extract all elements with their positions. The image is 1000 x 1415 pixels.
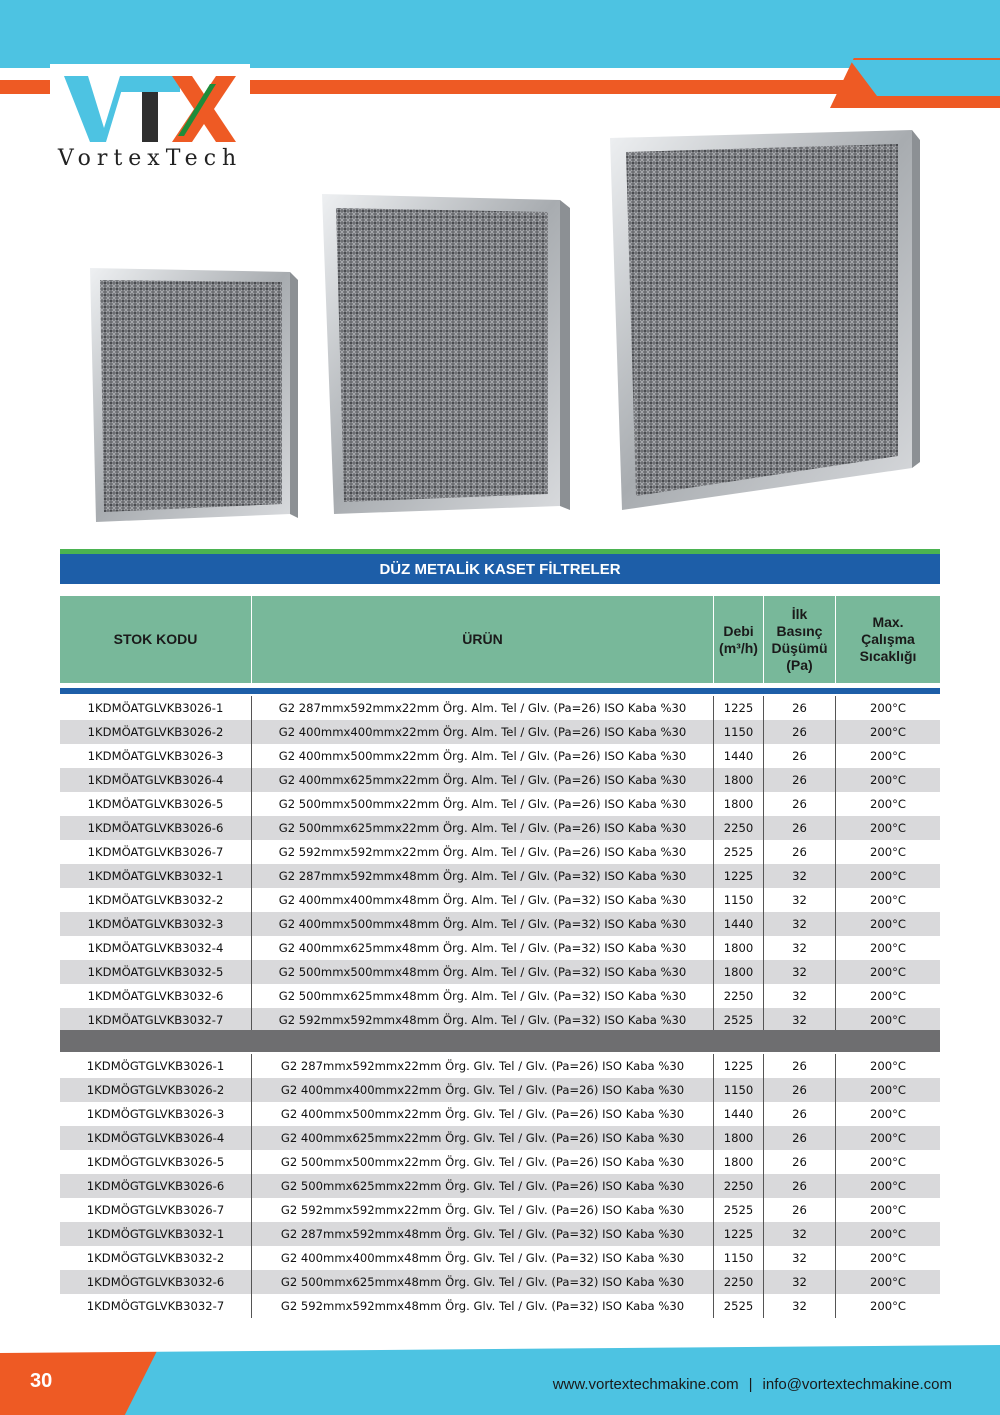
table-group-galvanized bbox=[60, 1054, 940, 1318]
header-separator bbox=[60, 688, 940, 694]
cell-flow: 1150 bbox=[714, 1246, 764, 1270]
table-row bbox=[60, 1102, 940, 1126]
cell-pressure: 26 bbox=[764, 1198, 836, 1222]
cell-pressure: 26 bbox=[764, 768, 836, 792]
cell-pressure: 32 bbox=[764, 1270, 836, 1294]
header-stock-code: STOK KODU bbox=[60, 596, 252, 683]
cell-max-temp: 200°C bbox=[869, 1059, 907, 1073]
cell-stock-code: 1KDMÖGTGLVKB3026-2 bbox=[60, 1078, 252, 1102]
cell-stock-code: 1KDMÖATGLVKB3026-6 bbox=[60, 816, 252, 840]
cell-pressure: 26 bbox=[764, 816, 836, 840]
header-product: ÜRÜN bbox=[252, 596, 714, 683]
header-max-temp: Max. Çalışma Sıcaklığı bbox=[859, 614, 917, 664]
table-row bbox=[60, 936, 940, 960]
cell-product: G2 400mmx500mmx48mm Örg. Alm. Tel / Glv. (Pa=32) ISO Kaba %30 bbox=[252, 912, 714, 936]
cell-product: G2 500mmx500mmx22mm Örg. Alm. Tel / Glv. (Pa=26) ISO Kaba %30 bbox=[252, 792, 714, 816]
table-row bbox=[60, 960, 940, 984]
cell-pressure: 26 bbox=[764, 1174, 836, 1198]
cell-max-temp: 200°C bbox=[869, 1251, 907, 1265]
cell-flow: 1150 bbox=[714, 720, 764, 744]
cell-max-temp: 200°C bbox=[869, 701, 907, 715]
cell-max-temp: 200°C bbox=[869, 725, 907, 739]
footer-separator: | bbox=[748, 1376, 753, 1393]
cell-product: G2 592mmx592mmx48mm Örg. Glv. Tel / Glv. (Pa=32) ISO Kaba %30 bbox=[252, 1294, 714, 1318]
product-photo bbox=[0, 130, 1000, 530]
cell-stock-code: 1KDMÖGTGLVKB3032-2 bbox=[60, 1246, 252, 1270]
table-row bbox=[60, 1008, 940, 1032]
table-row bbox=[60, 1222, 940, 1246]
cell-product: G2 500mmx625mmx22mm Örg. Alm. Tel / Glv. (Pa=26) ISO Kaba %30 bbox=[252, 816, 714, 840]
cell-flow: 1225 bbox=[714, 1054, 764, 1078]
filter-large bbox=[610, 130, 920, 510]
cell-pressure: 32 bbox=[764, 1222, 836, 1246]
table-row bbox=[60, 1150, 940, 1174]
cell-pressure: 26 bbox=[764, 720, 836, 744]
filter-small bbox=[90, 268, 298, 522]
cell-stock-code: 1KDMÖATGLVKB3032-4 bbox=[60, 936, 252, 960]
cell-flow: 2250 bbox=[714, 984, 764, 1008]
header-pressure: İlk Basınç Düşümü (Pa) bbox=[764, 596, 836, 683]
cell-stock-code: 1KDMÖATGLVKB3026-7 bbox=[60, 840, 252, 864]
table-row bbox=[60, 768, 940, 792]
cell-product: G2 287mmx592mmx22mm Örg. Glv. Tel / Glv. (Pa=26) ISO Kaba %30 bbox=[252, 1054, 714, 1078]
cell-product: G2 400mmx400mmx48mm Örg. Alm. Tel / Glv. (Pa=32) ISO Kaba %30 bbox=[252, 888, 714, 912]
cell-max-temp: 200°C bbox=[869, 1155, 907, 1169]
cell-pressure: 26 bbox=[764, 840, 836, 864]
cell-flow: 1800 bbox=[714, 960, 764, 984]
cell-flow: 2525 bbox=[714, 1294, 764, 1318]
cell-product: G2 400mmx625mmx22mm Örg. Alm. Tel / Glv. (Pa=26) ISO Kaba %30 bbox=[252, 768, 714, 792]
cell-stock-code: 1KDMÖGTGLVKB3032-7 bbox=[60, 1294, 252, 1318]
cell-max-temp: 200°C bbox=[869, 1227, 907, 1241]
table-header bbox=[60, 596, 940, 683]
cell-flow: 1440 bbox=[714, 912, 764, 936]
cell-max-temp: 200°C bbox=[869, 1131, 907, 1145]
cell-pressure: 32 bbox=[764, 984, 836, 1008]
group-separator bbox=[60, 1030, 940, 1052]
table-row bbox=[60, 888, 940, 912]
cell-pressure: 32 bbox=[764, 1294, 836, 1318]
cell-flow: 1800 bbox=[714, 936, 764, 960]
cell-max-temp: 200°C bbox=[869, 893, 907, 907]
cell-product: G2 400mmx500mmx22mm Örg. Alm. Tel / Glv. (Pa=26) ISO Kaba %30 bbox=[252, 744, 714, 768]
cell-pressure: 26 bbox=[764, 792, 836, 816]
cell-flow: 2250 bbox=[714, 1174, 764, 1198]
cell-max-temp: 200°C bbox=[869, 1275, 907, 1289]
cell-product: G2 500mmx625mmx48mm Örg. Alm. Tel / Glv. (Pa=32) ISO Kaba %30 bbox=[252, 984, 714, 1008]
email-link[interactable]: info@vortextechmakine.com bbox=[762, 1376, 952, 1393]
cell-max-temp: 200°C bbox=[869, 989, 907, 1003]
cell-flow: 1440 bbox=[714, 744, 764, 768]
table-row bbox=[60, 1294, 940, 1318]
cell-product: G2 400mmx625mmx22mm Örg. Glv. Tel / Glv. (Pa=26) ISO Kaba %30 bbox=[252, 1126, 714, 1150]
cell-stock-code: 1KDMÖGTGLVKB3032-6 bbox=[60, 1270, 252, 1294]
cell-product: G2 500mmx500mmx22mm Örg. Glv. Tel / Glv. (Pa=26) ISO Kaba %30 bbox=[252, 1150, 714, 1174]
cell-product: G2 287mmx592mmx48mm Örg. Glv. Tel / Glv. (Pa=32) ISO Kaba %30 bbox=[252, 1222, 714, 1246]
footer-contact bbox=[553, 1376, 952, 1393]
table-row bbox=[60, 984, 940, 1008]
cell-max-temp: 200°C bbox=[869, 1083, 907, 1097]
cell-pressure: 32 bbox=[764, 912, 836, 936]
table-row bbox=[60, 1270, 940, 1294]
cell-flow: 1800 bbox=[714, 1126, 764, 1150]
cell-product: G2 400mmx625mmx48mm Örg. Alm. Tel / Glv. (Pa=32) ISO Kaba %30 bbox=[252, 936, 714, 960]
cell-product: G2 287mmx592mmx22mm Örg. Alm. Tel / Glv. (Pa=26) ISO Kaba %30 bbox=[252, 696, 714, 720]
cell-product: G2 500mmx625mmx22mm Örg. Glv. Tel / Glv. (Pa=26) ISO Kaba %30 bbox=[252, 1174, 714, 1198]
cell-stock-code: 1KDMÖATGLVKB3032-7 bbox=[60, 1008, 252, 1032]
cell-max-temp: 200°C bbox=[869, 773, 907, 787]
cell-product: G2 400mmx400mmx22mm Örg. Alm. Tel / Glv. (Pa=26) ISO Kaba %30 bbox=[252, 720, 714, 744]
header-flow: Debi (m³/h) bbox=[714, 596, 764, 683]
cell-pressure: 32 bbox=[764, 1008, 836, 1032]
filter-medium bbox=[322, 194, 570, 514]
cell-pressure: 26 bbox=[764, 696, 836, 720]
cell-product: G2 592mmx592mmx48mm Örg. Alm. Tel / Glv. (Pa=32) ISO Kaba %30 bbox=[252, 1008, 714, 1032]
cell-flow: 1225 bbox=[714, 864, 764, 888]
header-blue-band bbox=[0, 0, 1000, 68]
cell-max-temp: 200°C bbox=[869, 917, 907, 931]
page-number: 30 bbox=[30, 1370, 53, 1392]
cell-stock-code: 1KDMÖATGLVKB3026-3 bbox=[60, 744, 252, 768]
cell-max-temp: 200°C bbox=[869, 845, 907, 859]
cell-max-temp: 200°C bbox=[869, 965, 907, 979]
cell-stock-code: 1KDMÖATGLVKB3026-2 bbox=[60, 720, 252, 744]
cell-pressure: 26 bbox=[764, 1102, 836, 1126]
cell-stock-code: 1KDMÖGTGLVKB3032-1 bbox=[60, 1222, 252, 1246]
table-row bbox=[60, 840, 940, 864]
cell-max-temp: 200°C bbox=[869, 869, 907, 883]
cell-max-temp: 200°C bbox=[869, 941, 907, 955]
cell-max-temp: 200°C bbox=[869, 1299, 907, 1313]
cell-pressure: 26 bbox=[764, 1078, 836, 1102]
cell-stock-code: 1KDMÖGTGLVKB3026-4 bbox=[60, 1126, 252, 1150]
cell-flow: 2525 bbox=[714, 1198, 764, 1222]
cell-stock-code: 1KDMÖATGLVKB3032-3 bbox=[60, 912, 252, 936]
cell-pressure: 26 bbox=[764, 1126, 836, 1150]
cell-flow: 2250 bbox=[714, 816, 764, 840]
cell-stock-code: 1KDMÖATGLVKB3032-6 bbox=[60, 984, 252, 1008]
cell-stock-code: 1KDMÖGTGLVKB3026-3 bbox=[60, 1102, 252, 1126]
cell-product: G2 287mmx592mmx48mm Örg. Alm. Tel / Glv. (Pa=32) ISO Kaba %30 bbox=[252, 864, 714, 888]
table-row bbox=[60, 1174, 940, 1198]
cell-product: G2 500mmx500mmx48mm Örg. Alm. Tel / Glv. (Pa=32) ISO Kaba %30 bbox=[252, 960, 714, 984]
cell-flow: 1800 bbox=[714, 1150, 764, 1174]
cell-pressure: 26 bbox=[764, 744, 836, 768]
table-row bbox=[60, 1054, 940, 1078]
table-row bbox=[60, 720, 940, 744]
table-row bbox=[60, 744, 940, 768]
table-row bbox=[60, 1246, 940, 1270]
cell-flow: 1150 bbox=[714, 888, 764, 912]
cell-flow: 1800 bbox=[714, 792, 764, 816]
cell-max-temp: 200°C bbox=[869, 821, 907, 835]
cell-product: G2 400mmx400mmx22mm Örg. Glv. Tel / Glv. (Pa=26) ISO Kaba %30 bbox=[252, 1078, 714, 1102]
cell-flow: 2525 bbox=[714, 1008, 764, 1032]
table-row bbox=[60, 792, 940, 816]
cell-flow: 2525 bbox=[714, 840, 764, 864]
table-row bbox=[60, 1126, 940, 1150]
table-row bbox=[60, 696, 940, 720]
table-row bbox=[60, 864, 940, 888]
table-row bbox=[60, 816, 940, 840]
table-row bbox=[60, 912, 940, 936]
cell-pressure: 26 bbox=[764, 1054, 836, 1078]
cell-stock-code: 1KDMÖATGLVKB3032-1 bbox=[60, 864, 252, 888]
cell-pressure: 32 bbox=[764, 936, 836, 960]
cell-product: G2 500mmx625mmx48mm Örg. Glv. Tel / Glv. (Pa=32) ISO Kaba %30 bbox=[252, 1270, 714, 1294]
cell-stock-code: 1KDMÖGTGLVKB3026-5 bbox=[60, 1150, 252, 1174]
cell-flow: 1225 bbox=[714, 696, 764, 720]
table-row bbox=[60, 1198, 940, 1222]
cell-pressure: 32 bbox=[764, 1246, 836, 1270]
cell-stock-code: 1KDMÖATGLVKB3026-4 bbox=[60, 768, 252, 792]
table-row bbox=[60, 1078, 940, 1102]
cell-pressure: 32 bbox=[764, 888, 836, 912]
cell-stock-code: 1KDMÖATGLVKB3026-1 bbox=[60, 696, 252, 720]
table-group-aluminium bbox=[60, 696, 940, 1032]
cell-max-temp: 200°C bbox=[869, 1203, 907, 1217]
cell-max-temp: 200°C bbox=[869, 749, 907, 763]
cell-max-temp: 200°C bbox=[869, 797, 907, 811]
cell-flow: 1150 bbox=[714, 1078, 764, 1102]
cell-product: G2 592mmx592mmx22mm Örg. Alm. Tel / Glv. (Pa=26) ISO Kaba %30 bbox=[252, 840, 714, 864]
cell-flow: 1225 bbox=[714, 1222, 764, 1246]
cell-product: G2 400mmx400mmx48mm Örg. Glv. Tel / Glv. (Pa=32) ISO Kaba %30 bbox=[252, 1246, 714, 1270]
cell-stock-code: 1KDMÖGTGLVKB3026-1 bbox=[60, 1054, 252, 1078]
cell-stock-code: 1KDMÖGTGLVKB3026-6 bbox=[60, 1174, 252, 1198]
cell-max-temp: 200°C bbox=[869, 1013, 907, 1027]
cell-pressure: 32 bbox=[764, 960, 836, 984]
cell-flow: 2250 bbox=[714, 1270, 764, 1294]
cell-flow: 1800 bbox=[714, 768, 764, 792]
table-title: DÜZ METALİK KASET FİLTRELER bbox=[60, 554, 940, 584]
cell-max-temp: 200°C bbox=[869, 1107, 907, 1121]
website-link[interactable]: www.vortextechmakine.com bbox=[552, 1376, 739, 1393]
cell-product: G2 592mmx592mmx22mm Örg. Glv. Tel / Glv. (Pa=26) ISO Kaba %30 bbox=[252, 1198, 714, 1222]
cell-stock-code: 1KDMÖATGLVKB3026-5 bbox=[60, 792, 252, 816]
cell-stock-code: 1KDMÖATGLVKB3032-5 bbox=[60, 960, 252, 984]
cell-product: G2 400mmx500mmx22mm Örg. Glv. Tel / Glv. (Pa=26) ISO Kaba %30 bbox=[252, 1102, 714, 1126]
cell-pressure: 26 bbox=[764, 1150, 836, 1174]
cell-stock-code: 1KDMÖATGLVKB3032-2 bbox=[60, 888, 252, 912]
brand-name: VortexTech bbox=[57, 146, 243, 171]
cell-max-temp: 200°C bbox=[869, 1179, 907, 1193]
cell-flow: 1440 bbox=[714, 1102, 764, 1126]
cell-stock-code: 1KDMÖGTGLVKB3026-7 bbox=[60, 1198, 252, 1222]
cell-pressure: 32 bbox=[764, 864, 836, 888]
